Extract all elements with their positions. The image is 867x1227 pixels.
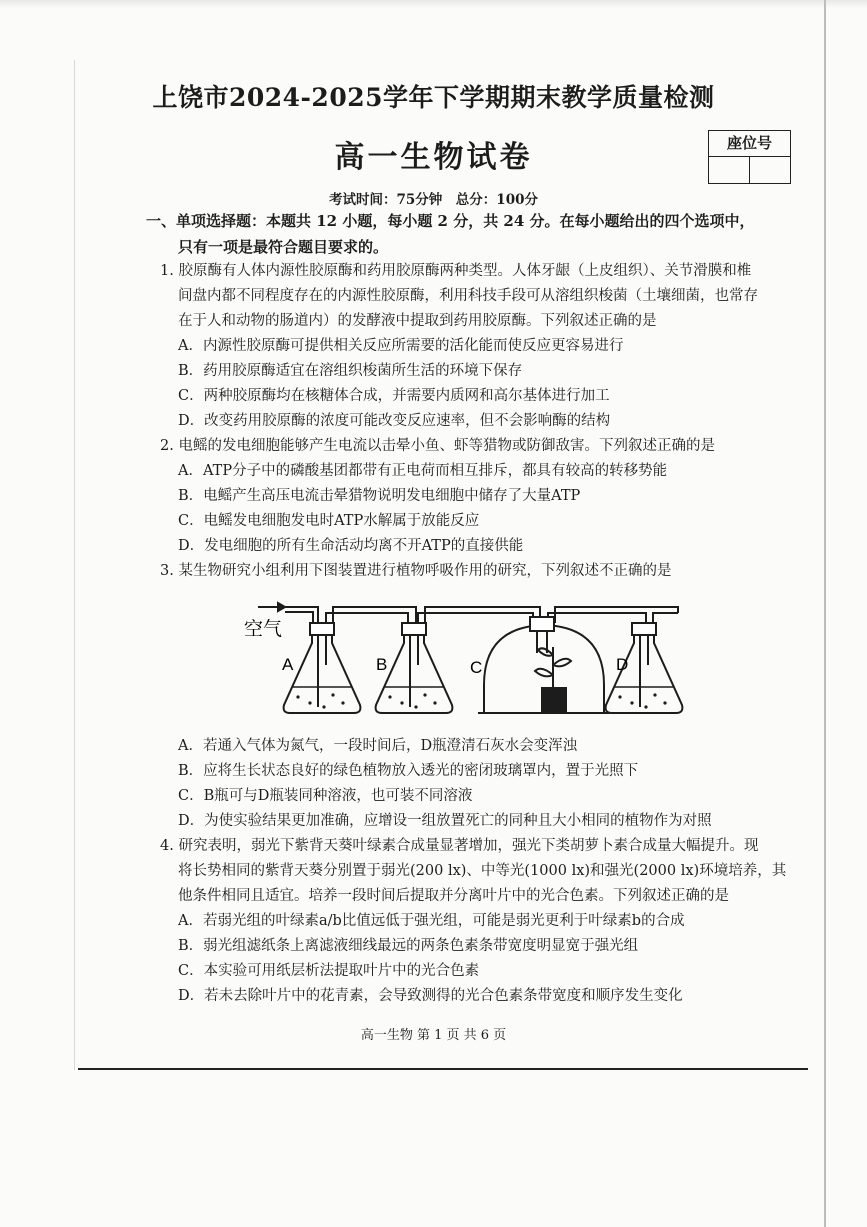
- plant-pot: [542, 688, 566, 711]
- tube: [418, 613, 533, 625]
- flask-a: [284, 625, 361, 713]
- answer-option: B．弱光组滤纸条上离滤液细线最远的两条色素条带宽度明显宽于强光组: [178, 938, 639, 954]
- answer-option: A．内源性胶原酶可提供相关反应所需要的活化能而使反应更容易进行: [178, 338, 624, 354]
- answer-option: D．改变药用胶原酶的浓度可能改变反应速率，但不会影响酶的结构: [178, 413, 611, 429]
- answer-option: C．两种胶原酶均在核糖体合成，并需要内质网和高尔基体进行加工: [178, 388, 610, 404]
- answer-option: C．本实验可用纸层析法提取叶片中的光合色素: [178, 963, 480, 979]
- section-heading-line: 只有一项是最符合题目要求的。: [178, 238, 389, 256]
- answer-option: A．若弱光组的叶绿素a/b比值远低于强光组，可能是弱光更利于叶绿素b的合成: [178, 913, 685, 929]
- paper-title: 高一生物试卷: [334, 140, 533, 175]
- leaf: [538, 648, 553, 655]
- tube: [425, 607, 540, 625]
- scan-artifact-line: [74, 60, 75, 1070]
- answer-option: D．若未去除叶片中的花青素，会导致测得的光合色素条带宽度和顺序发生变化: [178, 988, 683, 1004]
- apparatus-label-d: D: [616, 655, 629, 674]
- air-label: 空气: [244, 618, 283, 640]
- stopper: [402, 623, 426, 635]
- question-stem-line: 3. 某生物研究小组利用下图装置进行植物呼吸作用的研究，下列叙述不正确的是: [160, 563, 672, 579]
- section-heading-line: 一、单项选择题：本题共 12 小题，每小题 2 分，共 24 分。在每小题给出的四个选项中，: [146, 212, 755, 230]
- answer-option: B．药用胶原酶适宜在溶组织梭菌所生活的环境下保存: [178, 363, 523, 379]
- answer-option: B．应将生长状态良好的绿色植物放入透光的密闭玻璃罩内，置于光照下: [178, 763, 639, 779]
- apparatus-label-c: C: [470, 658, 483, 677]
- arrow-head: [278, 603, 285, 611]
- answer-option: C．B瓶可与D瓶装同种溶液，也可装不同溶液: [178, 788, 473, 804]
- leaf: [535, 669, 553, 677]
- leaf: [553, 659, 571, 667]
- stopper: [310, 623, 334, 635]
- tube: [326, 613, 408, 625]
- apparatus-label-b: B: [376, 655, 388, 674]
- seat-number-label: 座位号: [709, 131, 790, 157]
- question-stem-line: 2. 电鳐的发电细胞能够产生电流以击晕小鱼、虾等猎物或防御敌害。下列叙述正确的是: [160, 438, 715, 454]
- seat-cell: [709, 157, 750, 183]
- answer-option: A．ATP分子中的磷酸基团都带有正电荷而相互排斥，都具有较高的转移势能: [178, 463, 668, 479]
- seat-number-box: [708, 130, 791, 184]
- question-stem-line: 间盘内都不同程度存在的内源性胶原酶，利用科技手段可从溶组织梭菌（土壤细菌，也常存: [178, 288, 758, 304]
- seat-number-cells: [709, 157, 790, 183]
- answer-option: D．发电细胞的所有生命活动均离不开ATP的直接供能: [178, 538, 524, 554]
- question-stem-line: 将长势相同的紫背天葵分别置于弱光(200 lx)、中等光(1000 lx)和强光(2000 lx)环境培养，其: [178, 863, 787, 879]
- respiration-apparatus-diagram: [238, 595, 688, 720]
- tube: [555, 607, 678, 625]
- page-footer: 高一生物 第 1 页 共 6 页: [360, 1028, 507, 1043]
- page-bottom-border: [78, 1068, 808, 1070]
- scan-edge: [0, 0, 867, 8]
- answer-option: D．为使实验结果更加准确，应增设一组放置死亡的同种且大小相同的植物作为对照: [178, 813, 712, 829]
- answer-option: A．若通入气体为氮气，一段时间后，D瓶澄清石灰水会变浑浊: [178, 738, 578, 754]
- question-stem-line: 4. 研究表明，弱光下紫背天葵叶绿素合成量显著增加，强光下类胡萝卜素合成量大幅提升。现: [160, 838, 759, 854]
- answer-option: B．电鳐产生高压电流击晕猎物说明发电细胞中储存了大量ATP: [178, 488, 581, 504]
- exam-info: 考试时间：75分钟 总分：100分: [329, 192, 538, 208]
- answer-option: C．电鳐发电细胞发电时ATP水解属于放能反应: [178, 513, 480, 529]
- stopper: [632, 623, 656, 635]
- question-stem-line: 他条件相同且适宜。培养一段时间后提取并分离叶片中的光合色素。下列叙述正确的是: [178, 888, 729, 904]
- apparatus-label-a: A: [282, 655, 294, 674]
- stopper: [530, 617, 554, 631]
- tube: [285, 612, 313, 625]
- question-stem-line: 1. 胶原酶有人体内源性胶原酶和药用胶原酶两种类型。人体牙龈（上皮组织）、关节滑膜和椎: [160, 263, 752, 279]
- question-stem-line: 在于人和动物的肠道内）的发酵液中提取到药用胶原酶。下列叙述正确的是: [178, 313, 657, 329]
- seat-cell: [750, 157, 790, 183]
- exam-header-title: 上饶市2024-2025学年下学期期末教学质量检测: [152, 83, 715, 112]
